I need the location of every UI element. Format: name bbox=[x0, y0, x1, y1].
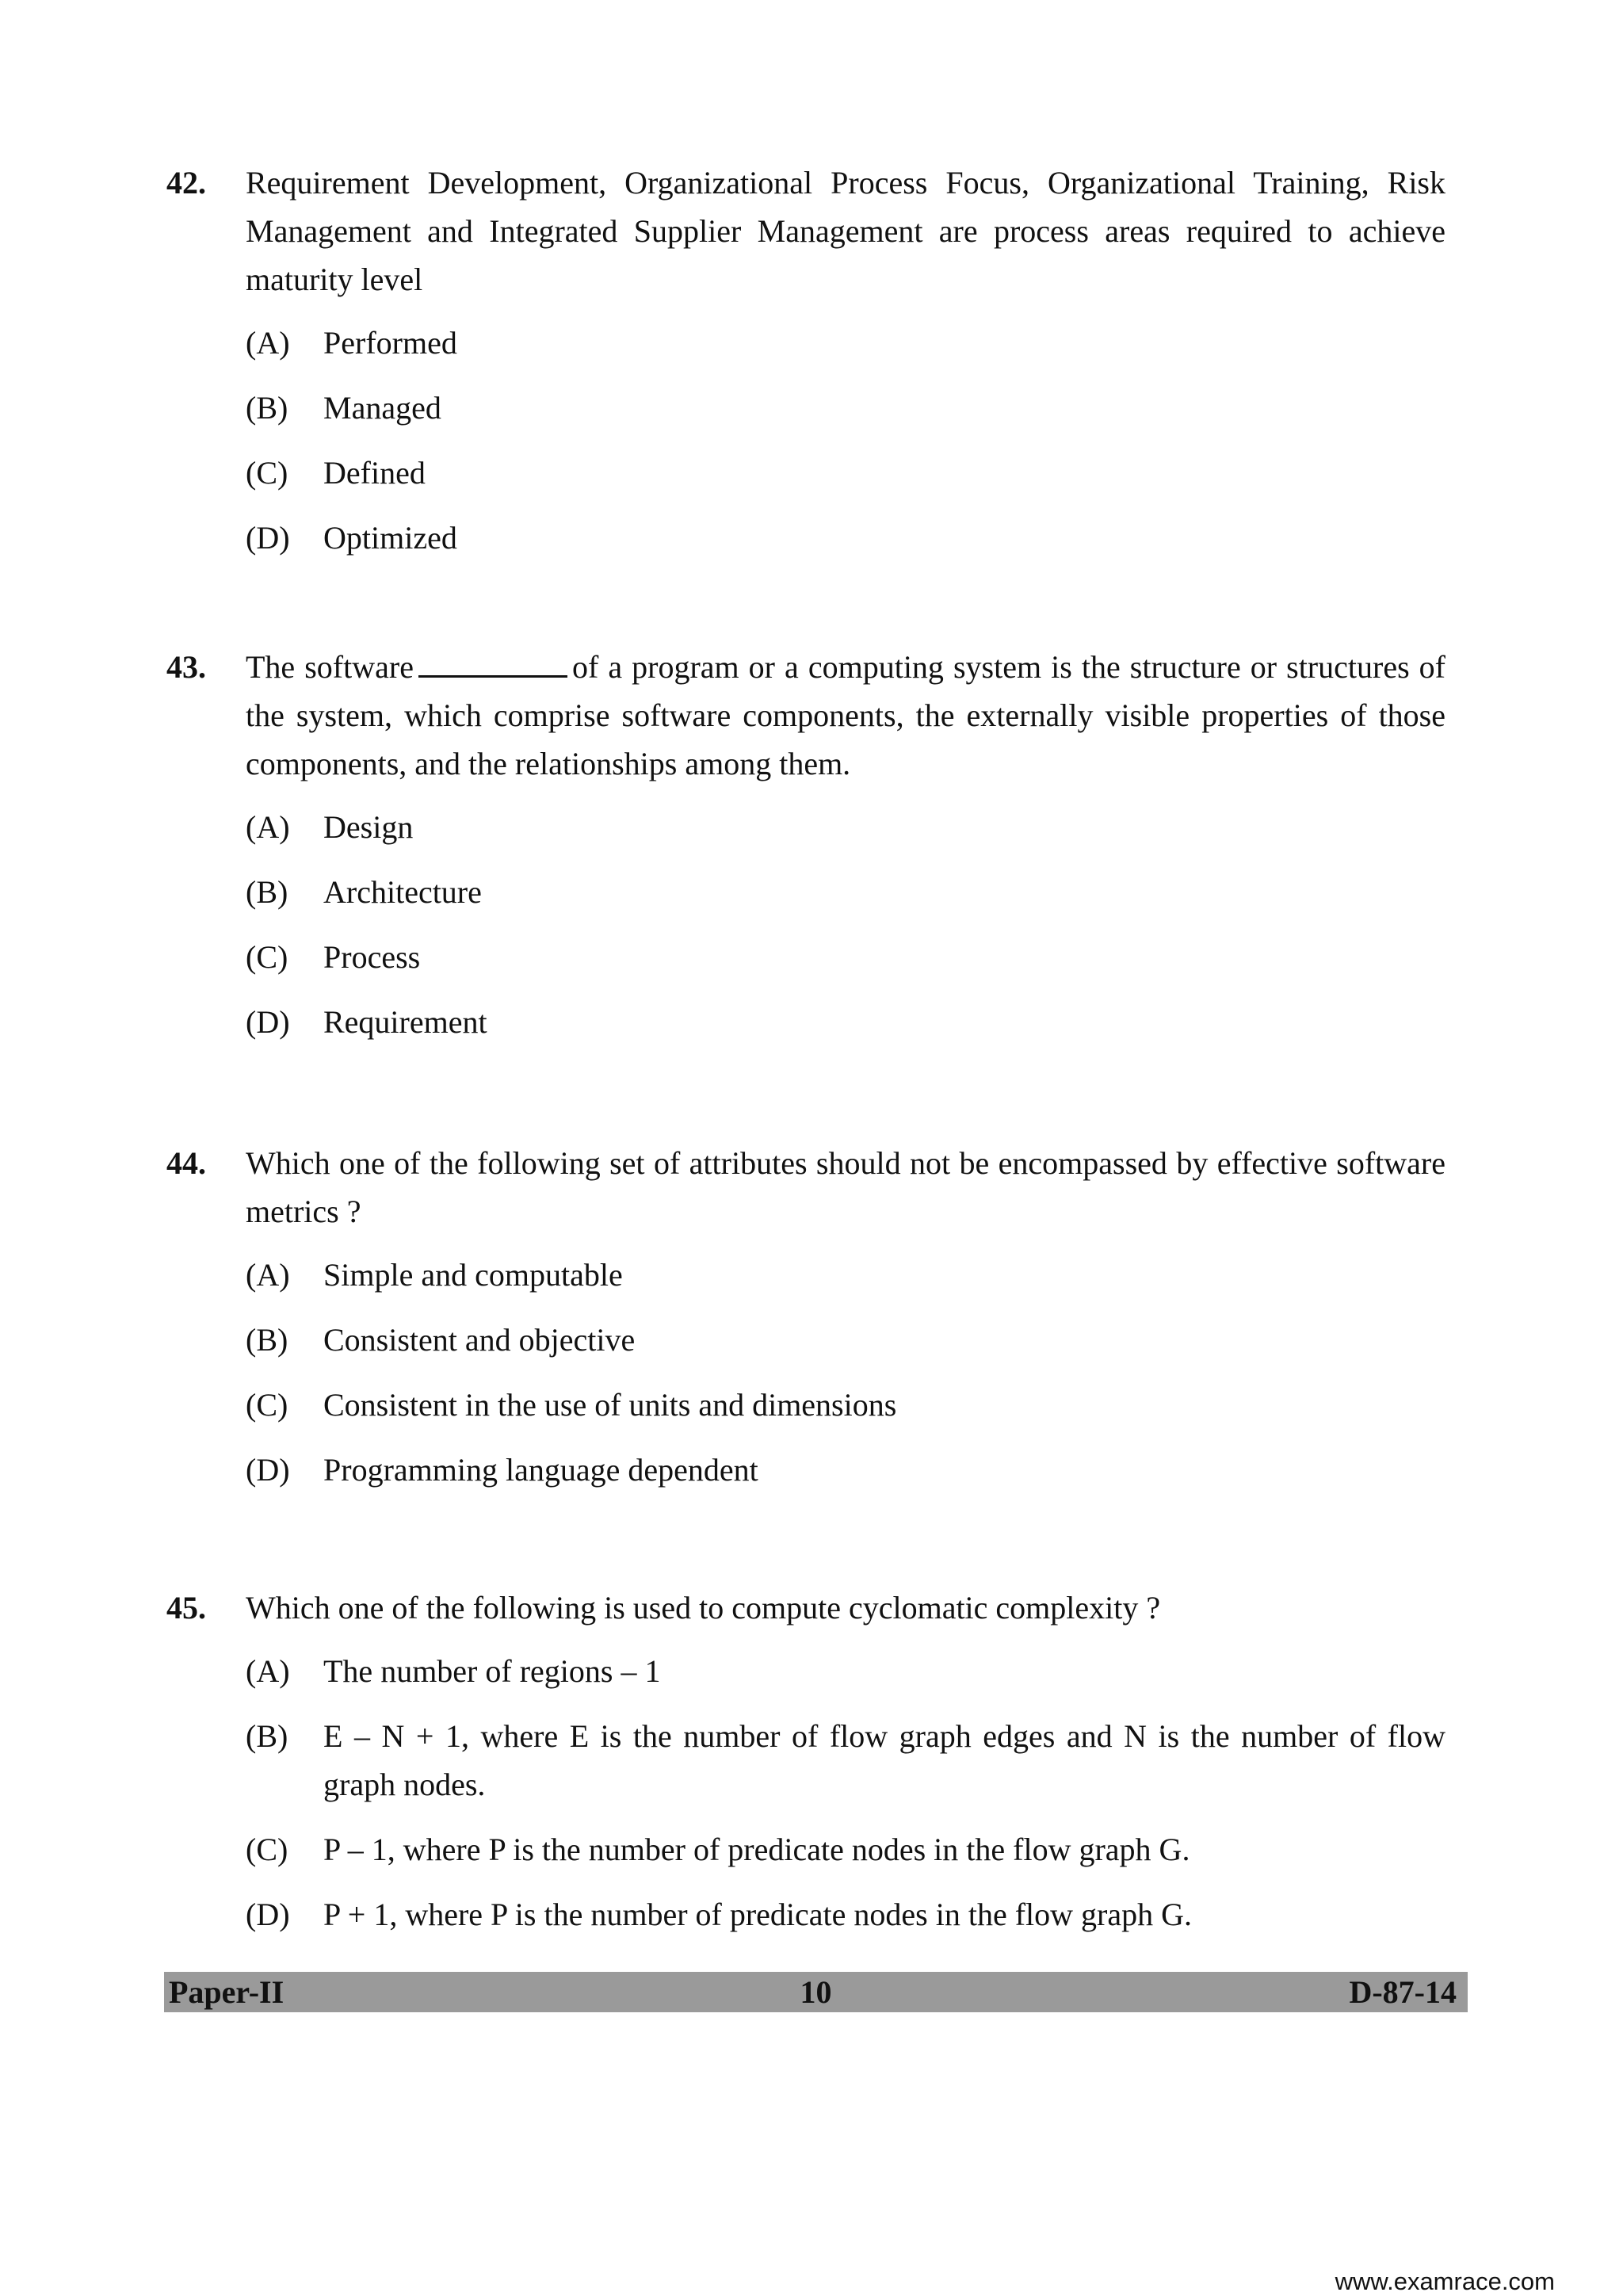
option-label: (C) bbox=[246, 1387, 288, 1423]
question-44 bbox=[166, 1139, 1445, 1511]
question-number: 43. bbox=[166, 649, 206, 685]
option-text: Performed bbox=[323, 325, 457, 361]
option-text: Optimized bbox=[323, 520, 457, 556]
option-a bbox=[246, 1647, 1445, 1695]
option-text: Process bbox=[323, 939, 421, 975]
option-label: (D) bbox=[246, 520, 290, 556]
paper-code: D-87-14 bbox=[1349, 1974, 1457, 2010]
option-text: P + 1, where P is the number of predicate nodes in the flow graph G. bbox=[323, 1897, 1192, 1932]
option-label: (A) bbox=[246, 1653, 290, 1689]
option-c bbox=[246, 1825, 1445, 1874]
option-b bbox=[246, 384, 1445, 432]
option-label: (B) bbox=[246, 1718, 288, 1754]
question-text-before: The software bbox=[246, 649, 414, 685]
question-text bbox=[246, 643, 1445, 788]
option-label: (C) bbox=[246, 455, 288, 491]
option-label: (C) bbox=[246, 1832, 288, 1867]
option-b bbox=[246, 1712, 1445, 1809]
option-d bbox=[246, 998, 1445, 1046]
option-c bbox=[246, 449, 1445, 497]
option-text: Simple and computable bbox=[323, 1257, 623, 1293]
question-text-after: of a program or a computing system is the structure or structures of the system, which comprise software components, the externally visible properties of those components, and the relationships among them. bbox=[246, 649, 1446, 781]
option-text: Defined bbox=[323, 455, 426, 491]
options-list bbox=[246, 1647, 1445, 1939]
option-a bbox=[246, 319, 1445, 367]
option-d bbox=[246, 514, 1445, 562]
question-number: 44. bbox=[166, 1145, 206, 1181]
option-label: (D) bbox=[246, 1004, 290, 1040]
option-label: (D) bbox=[246, 1897, 290, 1932]
option-a bbox=[246, 1251, 1445, 1299]
option-text: Consistent and objective bbox=[323, 1322, 636, 1358]
option-label: (A) bbox=[246, 325, 290, 361]
question-42 bbox=[166, 159, 1445, 579]
option-label: (D) bbox=[246, 1452, 290, 1488]
question-number: 45. bbox=[166, 1590, 206, 1626]
option-text: Managed bbox=[323, 390, 441, 426]
options-list bbox=[246, 803, 1445, 1046]
option-text: Architecture bbox=[323, 874, 482, 910]
paper-label: Paper-II bbox=[169, 1974, 285, 2010]
option-text: Design bbox=[323, 809, 414, 845]
option-label: (C) bbox=[246, 939, 288, 975]
option-b bbox=[246, 1316, 1445, 1364]
option-d bbox=[246, 1446, 1445, 1494]
option-d bbox=[246, 1890, 1445, 1939]
question-45 bbox=[166, 1584, 1445, 1955]
question-number: 42. bbox=[166, 165, 206, 201]
option-text: Consistent in the use of units and dimensions bbox=[323, 1387, 897, 1423]
option-label: (A) bbox=[246, 1257, 290, 1293]
option-c bbox=[246, 933, 1445, 981]
option-text: E – N + 1, where E is the number of flow graph edges and N is the number of flow graph nodes. bbox=[323, 1718, 1445, 1802]
option-c bbox=[246, 1381, 1445, 1429]
option-text: P – 1, where P is the number of predicate nodes in the flow graph G. bbox=[323, 1832, 1190, 1867]
option-a bbox=[246, 803, 1445, 851]
question-text: Requirement Development, Organizational Process Focus, Organizational Training, Risk Management and Integrated Supplier Management are process areas required to achieve maturity level bbox=[246, 165, 1445, 297]
question-text: Which one of the following is used to compute cyclomatic complexity ? bbox=[246, 1590, 1161, 1626]
website-watermark: www.examrace.com bbox=[1335, 2267, 1555, 2295]
option-text: The number of regions – 1 bbox=[323, 1653, 661, 1689]
option-label: (B) bbox=[246, 390, 288, 426]
option-label: (B) bbox=[246, 874, 288, 910]
options-list bbox=[246, 319, 1445, 562]
options-list bbox=[246, 1251, 1445, 1494]
option-text: Programming language dependent bbox=[323, 1452, 758, 1488]
page-number: 10 bbox=[800, 1974, 832, 2010]
option-b bbox=[246, 868, 1445, 916]
option-text: Requirement bbox=[323, 1004, 487, 1040]
option-label: (A) bbox=[246, 809, 290, 845]
option-label: (B) bbox=[246, 1322, 288, 1358]
page-footer bbox=[164, 1972, 1468, 2012]
answer-blank bbox=[418, 645, 567, 678]
question-text: Which one of the following set of attributes should not be encompassed by effective software metrics ? bbox=[246, 1145, 1445, 1229]
question-43 bbox=[166, 643, 1445, 1063]
